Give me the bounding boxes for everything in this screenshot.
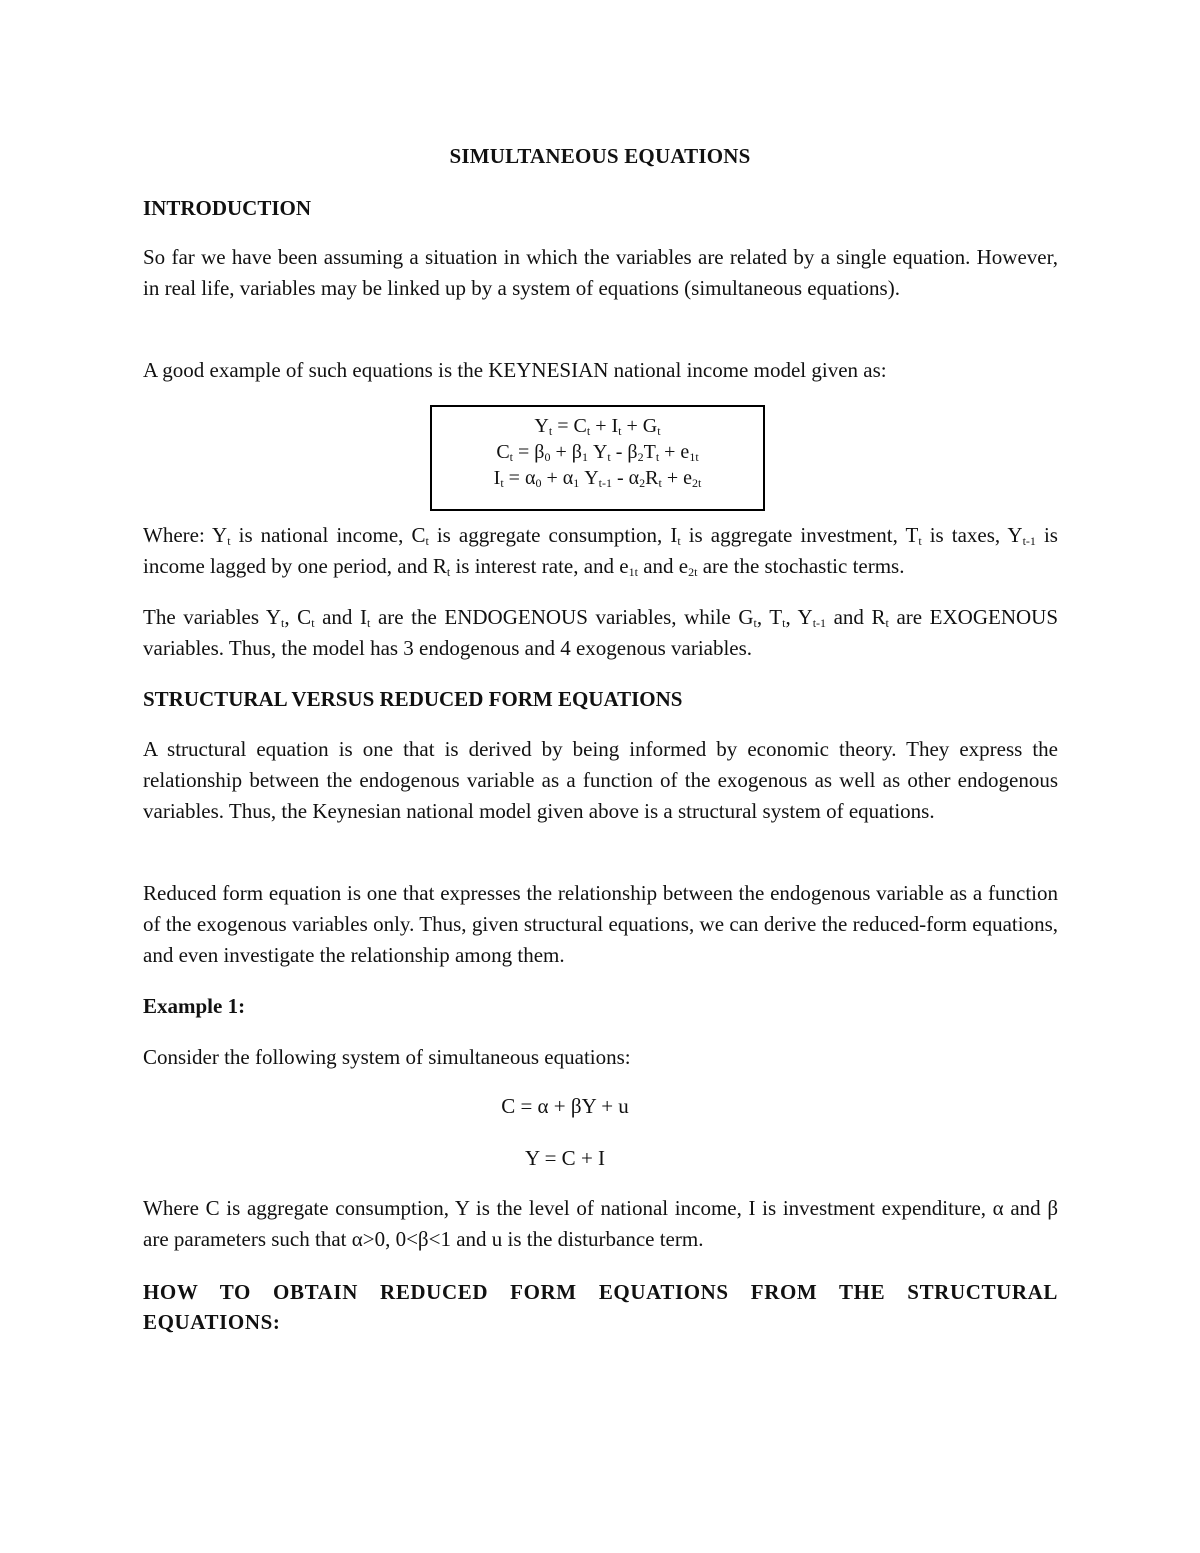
equation-consumption-function: C = α + βY + u: [501, 1094, 629, 1118]
heading-example-1: Example 1:: [143, 994, 246, 1018]
heading-how-to-obtain: HOW TO OBTAIN REDUCED FORM EQUATIONS FROM THE STRUCTURAL EQUATIONS:: [143, 1280, 1058, 1334]
keynesian-example-paragraph: A good example of such equations is the KEYNESIAN national income model given as:: [143, 358, 887, 382]
equation-consumption: $C_t = \beta_0 + \beta_1$ $Y_t - \beta_2T_t + e_{1t}$: [496, 441, 699, 464]
heading-structural-vs-reduced: STRUCTURAL VERSUS REDUCED FORM EQUATIONS: [143, 687, 683, 711]
consider-paragraph: Consider the following system of simultaneous equations:: [143, 1045, 631, 1069]
equation-income: $Y_t = C_t + I_t + G_t$: [534, 415, 661, 438]
intro-paragraph: So far we have been assuming a situation in which the variables are related by a single equation. However, in real life, variables may be linked up by a system of equations (simultaneous equations).: [143, 245, 1058, 300]
heading-introduction: INTRODUCTION: [143, 196, 312, 220]
page-title: SIMULTANEOUS EQUATIONS: [449, 144, 751, 168]
reduced-form-paragraph: Reduced form equation is one that expresses the relationship between the endogenous variable as a function of the exogenous variables only. Thus, given structural equations, we can derive the reduced-form equations, and even investigate the relationship among them.: [143, 881, 1058, 967]
structural-paragraph: A structural equation is one that is derived by being informed by economic theory. They express the relationship between the endogenous variable as a function of the exogenous as well as other endogenous variables. Thus, the Keynesian national model given above is a structural system of equations.: [143, 737, 1058, 823]
variables-paragraph: The variables $Y_t$, $C_t$ and $I_t$ are the ENDOGENOUS variables, while $G_t$, $T_t$, $Y_{t-1}$ and $R_t$ are EXOGENOUS variables. Thus, the model has 3 endogenous and 4 exogenous variables.: [143, 605, 1058, 660]
equation-investment: $I_t = \alpha_0 + \alpha_1$ $Y_{t-1} - \alpha_2R_t + e_{2t}$: [493, 467, 702, 490]
where-paragraph: Where: $Y_t$ is national income, $C_t$ is aggregate consumption, $I_t$ is aggregate investment, $T_t$ is taxes, $Y_{t-1}$ is income lagged by one period, and $R_t$ is interest rate, and $e_{1t}$ and $e_{2t}$ are the stochastic terms.: [143, 523, 1058, 579]
where-c-paragraph: Where C is aggregate consumption, Y is the level of national income, I is investment expenditure, α and β are parameters such that α>0, 0<β<1 and u is the disturbance term.: [143, 1196, 1058, 1251]
keynesian-model-box: [430, 405, 765, 511]
equation-income-identity: Y = C + I: [524, 1146, 606, 1170]
